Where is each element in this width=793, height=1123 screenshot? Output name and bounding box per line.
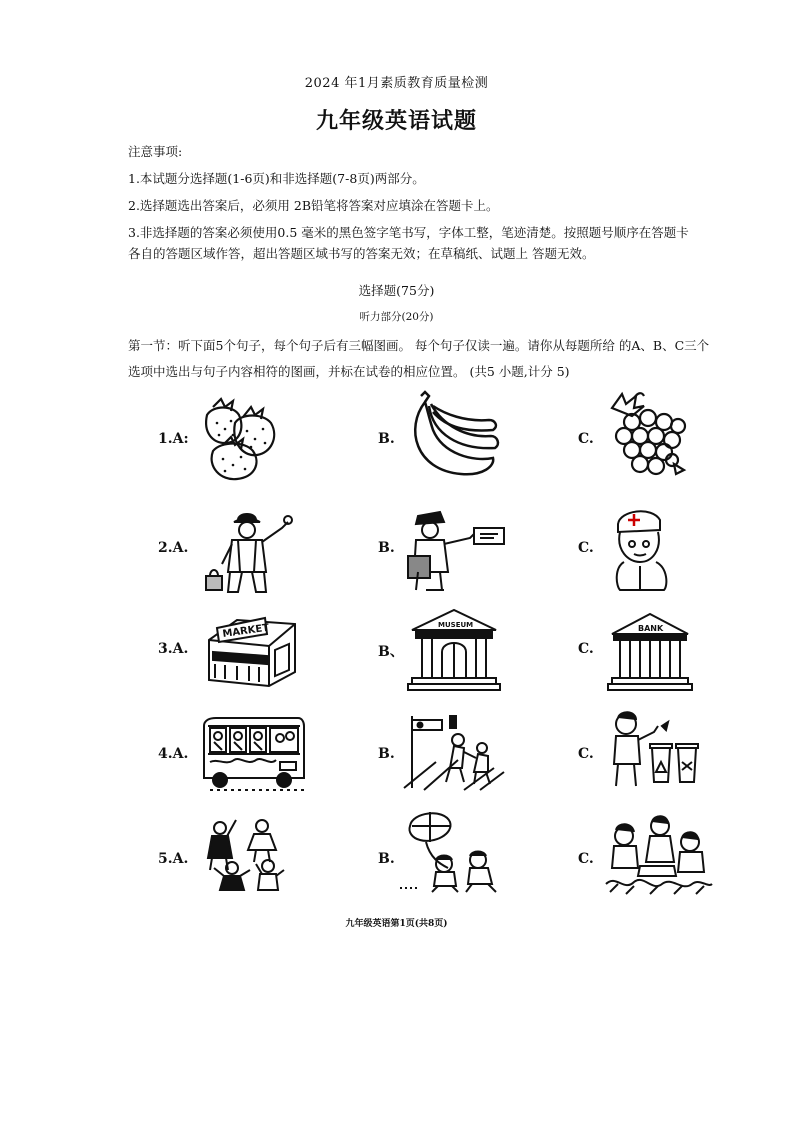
q4-option-b-label: B.	[378, 746, 395, 762]
q4-option-c-label: C.	[578, 746, 594, 762]
q2-option-b-label: B.	[378, 540, 395, 556]
q4-option-a-label: 4.A.	[158, 746, 189, 762]
strawberries-icon	[195, 393, 285, 483]
flying-kite-icon	[400, 808, 504, 894]
crowded-bus-icon	[200, 714, 306, 794]
q5-option-b-label: B.	[378, 851, 395, 867]
q1-option-c-label: C.	[578, 431, 594, 447]
q3-option-b-label: B、	[378, 644, 404, 660]
crossing-street-icon	[404, 712, 504, 794]
note-item: 1.本试题分选择题(1-6页)和非选择题(7-8页)两部分。	[128, 171, 425, 186]
instructions-line: 选项中选出与句子内容相符的图画，并标在试卷的相应位置。 (共5 小题,计分 5)	[128, 364, 570, 379]
note-item: 3.非选择题的答案必须使用0.5 毫米的黑色签字笔书写，字体工整，笔迹清楚。按照题号顺序在答题卡	[128, 225, 689, 240]
bananas-icon	[403, 390, 503, 485]
q3-option-c-label: C.	[578, 641, 594, 657]
page-footer: 九年级英语第1页(共8页)	[345, 919, 448, 929]
dancing-children-icon	[198, 814, 288, 896]
sorting-rubbish-icon	[606, 710, 712, 794]
q5-option-a-label: 5.A.	[158, 851, 189, 867]
postman-icon	[400, 508, 510, 593]
bank-icon	[608, 610, 692, 694]
q1-option-a-label: 1.A:	[158, 431, 189, 447]
note-item: 2.选择题选出答案后，必须用 2B铅笔将答案对应填涂在答题卡上。	[128, 198, 499, 213]
listening-section-title: 听力部分(20分)	[359, 311, 434, 323]
market-icon	[203, 610, 301, 692]
q5-option-c-label: C.	[578, 851, 594, 867]
note-item: 各自的答题区域作答，超出答题区域书写的答案无效；在草稿纸、试题上 答题无效。	[128, 246, 595, 261]
choice-section-title: 选择题(75分)	[358, 283, 435, 298]
q3-option-a-label: 3.A.	[158, 641, 189, 657]
bank-sign-text: BANK	[638, 624, 664, 633]
notes-block	[128, 143, 738, 272]
grapes-icon	[604, 390, 689, 485]
q2-option-a-label: 2.A.	[158, 540, 189, 556]
notes-heading: 注意事项:	[128, 144, 183, 159]
worker-icon	[198, 510, 303, 595]
q1-option-b-label: B.	[378, 431, 395, 447]
exam-subtitle: 2024 年1月素质教育质量检测	[304, 76, 489, 91]
picnic-icon	[604, 812, 712, 896]
market-sign-text: MARKET	[221, 622, 270, 640]
museum-sign-text: MUSEUM	[438, 621, 474, 629]
museum-icon	[408, 608, 500, 694]
q2-option-c-label: C.	[578, 540, 594, 556]
instructions-line: 第一节：听下面5个句子，每个句子后有三幅图画。 每个句子仅读一遍。请你从每题所给 的A、B、C三个	[128, 338, 710, 353]
instructions	[128, 333, 738, 385]
nurse-icon	[606, 506, 686, 596]
exam-title: 九年级英语试题	[315, 108, 477, 134]
